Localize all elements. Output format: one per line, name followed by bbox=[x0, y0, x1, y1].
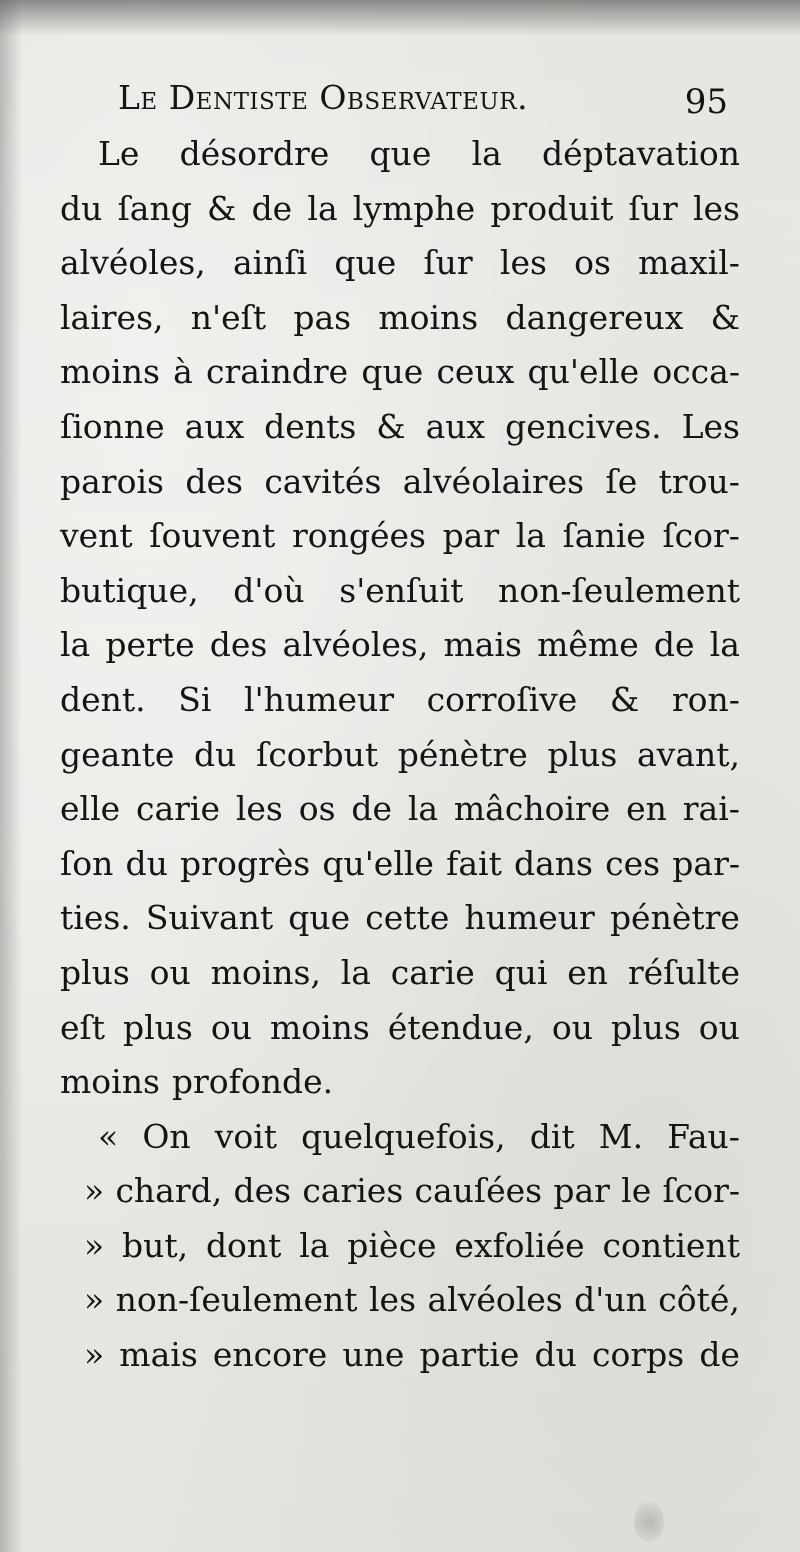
word: ron- bbox=[671, 679, 740, 719]
word: mais bbox=[443, 625, 522, 665]
word: du bbox=[125, 843, 168, 883]
word: elle bbox=[60, 789, 121, 829]
word: & bbox=[376, 406, 406, 446]
page-top-shadow bbox=[0, 0, 800, 36]
word: n'eſt bbox=[190, 297, 267, 337]
word: non-ſeulement bbox=[498, 570, 740, 610]
word: moins bbox=[269, 1007, 370, 1047]
word: dent. bbox=[60, 679, 146, 719]
running-head: Le Dentiste Observateur. bbox=[118, 78, 529, 117]
text-line bbox=[60, 298, 740, 353]
text-line bbox=[60, 1226, 740, 1281]
word: de bbox=[251, 188, 293, 228]
word: dit bbox=[529, 1116, 575, 1156]
word: quelquefois, bbox=[301, 1116, 506, 1156]
word: Si bbox=[178, 679, 212, 719]
word: occa- bbox=[652, 352, 740, 392]
word: ou bbox=[551, 1007, 593, 1047]
word: de bbox=[351, 789, 392, 829]
word: contient bbox=[602, 1225, 740, 1265]
word: humeur bbox=[464, 898, 595, 938]
word: par bbox=[553, 1171, 610, 1211]
word: dans bbox=[514, 843, 593, 883]
word: en bbox=[567, 952, 609, 992]
word: les bbox=[235, 789, 283, 829]
word: » bbox=[84, 1335, 105, 1375]
word: carie bbox=[136, 789, 221, 829]
word: corroſive bbox=[426, 679, 578, 719]
word: fait bbox=[446, 843, 502, 883]
word: ſon bbox=[60, 843, 114, 883]
text-line bbox=[60, 1335, 740, 1390]
word: laires, bbox=[60, 297, 164, 337]
text-line bbox=[60, 189, 740, 244]
word: encore bbox=[212, 1335, 328, 1375]
text-line bbox=[60, 243, 740, 298]
word: pénètre bbox=[397, 734, 528, 774]
word: chard, bbox=[115, 1171, 223, 1211]
word: la bbox=[340, 952, 371, 992]
text-line bbox=[60, 352, 740, 407]
word: Le bbox=[98, 134, 140, 173]
page-header bbox=[118, 78, 728, 130]
word: la bbox=[60, 625, 91, 665]
word: rongées bbox=[291, 516, 426, 556]
word: vent bbox=[60, 516, 133, 556]
word: » bbox=[84, 1171, 105, 1211]
text-line bbox=[60, 898, 740, 953]
word: On bbox=[142, 1116, 191, 1156]
word: étendue, bbox=[387, 1007, 534, 1047]
word: ou bbox=[210, 1007, 252, 1047]
word: Les bbox=[681, 406, 740, 446]
text-line bbox=[60, 1171, 740, 1226]
word: ſcorbut bbox=[256, 734, 379, 774]
word: qu'elle bbox=[322, 843, 434, 883]
text-line bbox=[60, 735, 740, 790]
word: dont bbox=[205, 1225, 282, 1265]
word: que bbox=[334, 243, 397, 283]
word: exfoliée bbox=[454, 1225, 585, 1265]
word: de bbox=[699, 1335, 740, 1375]
word: ſang bbox=[117, 188, 192, 228]
word: la bbox=[407, 789, 439, 829]
word: des bbox=[185, 461, 243, 501]
word: du bbox=[60, 188, 103, 228]
word: moins bbox=[378, 297, 479, 337]
word: une bbox=[342, 1335, 405, 1375]
word: produit bbox=[490, 188, 614, 228]
word: plus bbox=[60, 952, 130, 992]
word: pas bbox=[293, 297, 352, 337]
text-line bbox=[60, 407, 740, 462]
word: moins, bbox=[210, 952, 321, 992]
word: cette bbox=[365, 898, 450, 938]
word: la bbox=[515, 516, 546, 556]
word: Suivant bbox=[145, 898, 274, 938]
word: ou bbox=[698, 1007, 740, 1047]
word: perte bbox=[105, 625, 195, 665]
word: pénètre bbox=[609, 898, 740, 938]
page-number: 95 bbox=[684, 82, 728, 122]
word: côté, bbox=[658, 1280, 740, 1320]
text-line bbox=[60, 680, 740, 735]
word: alvéolaires bbox=[402, 461, 585, 501]
word: avant, bbox=[637, 734, 740, 774]
word: M. bbox=[598, 1116, 644, 1156]
word: progrès bbox=[180, 843, 311, 883]
word: partie bbox=[419, 1335, 520, 1375]
word: cavités bbox=[264, 461, 382, 501]
word: carie bbox=[390, 952, 475, 992]
word: par bbox=[442, 516, 500, 556]
word: les bbox=[692, 188, 740, 228]
word: voit bbox=[214, 1116, 278, 1156]
word: » bbox=[84, 1225, 105, 1265]
word: ſanie bbox=[562, 516, 646, 556]
word: ſionne bbox=[60, 406, 165, 446]
word: la bbox=[307, 188, 338, 228]
word: eſt bbox=[60, 1007, 106, 1047]
text-line bbox=[60, 953, 740, 1008]
word: ſcor- bbox=[662, 1171, 740, 1211]
word: & bbox=[710, 297, 740, 337]
word: plus bbox=[547, 734, 618, 774]
word: l'humeur bbox=[244, 679, 395, 719]
word: alvéoles, bbox=[60, 243, 206, 283]
word: but, bbox=[122, 1225, 189, 1265]
word: ſouvent bbox=[149, 516, 276, 556]
word: moins bbox=[60, 352, 160, 392]
word: plus bbox=[123, 1007, 193, 1047]
word: craindre bbox=[205, 352, 349, 392]
text-line bbox=[60, 1008, 740, 1063]
word: butique, bbox=[60, 570, 199, 610]
word: trou- bbox=[658, 461, 740, 501]
word: qu'elle bbox=[527, 352, 640, 392]
word: pièce bbox=[347, 1225, 437, 1265]
word: « bbox=[98, 1116, 119, 1156]
word: les bbox=[499, 243, 547, 283]
text-line bbox=[60, 1117, 740, 1172]
word: os bbox=[574, 243, 611, 283]
text-line bbox=[60, 134, 740, 189]
word: aux bbox=[184, 406, 245, 446]
text-line bbox=[60, 571, 740, 626]
word: les bbox=[369, 1280, 417, 1320]
word: cauſées bbox=[414, 1171, 543, 1211]
word: ainſi bbox=[232, 243, 308, 283]
word: non-ſeulement bbox=[115, 1280, 358, 1320]
word: déptavation bbox=[542, 134, 740, 173]
word: ſcor- bbox=[662, 516, 740, 556]
word: lymphe bbox=[352, 188, 476, 228]
word: os bbox=[298, 789, 336, 829]
word: aux bbox=[425, 406, 486, 446]
word: geante bbox=[60, 734, 175, 774]
text-body bbox=[60, 134, 740, 1394]
word: rai- bbox=[682, 789, 740, 829]
word: ſur bbox=[628, 188, 678, 228]
word: corps bbox=[592, 1335, 685, 1375]
text-line bbox=[60, 789, 740, 844]
word: d'où bbox=[233, 570, 305, 610]
word: mâchoire bbox=[453, 789, 611, 829]
word: désordre bbox=[179, 134, 330, 173]
word: dents bbox=[264, 406, 357, 446]
word: que bbox=[361, 352, 424, 392]
text-line bbox=[60, 844, 740, 899]
text-line bbox=[60, 625, 740, 680]
paper-stain bbox=[634, 1502, 664, 1542]
word: » bbox=[84, 1280, 105, 1320]
text-line bbox=[60, 1280, 740, 1335]
word: réſulte bbox=[627, 952, 740, 992]
word: de bbox=[653, 625, 695, 665]
word: ſur bbox=[423, 243, 473, 283]
word: ſe bbox=[605, 461, 638, 501]
word: le bbox=[621, 1171, 652, 1211]
word: du bbox=[194, 734, 237, 774]
word: & bbox=[207, 188, 237, 228]
word: la bbox=[299, 1225, 330, 1265]
word: qui bbox=[494, 952, 548, 992]
word: des bbox=[233, 1171, 292, 1211]
page-gutter-shadow bbox=[0, 0, 22, 1552]
word: des bbox=[209, 625, 268, 665]
word: ces bbox=[605, 843, 661, 883]
word: gencives. bbox=[505, 406, 662, 446]
word: même bbox=[537, 625, 639, 665]
word: maxil- bbox=[638, 243, 740, 283]
word: alvéoles, bbox=[282, 625, 429, 665]
word: par- bbox=[672, 843, 740, 883]
word: profonde. bbox=[171, 1062, 334, 1102]
word: ceux bbox=[436, 352, 515, 392]
word: que bbox=[288, 898, 351, 938]
word: du bbox=[534, 1335, 577, 1375]
word: s'enſuit bbox=[339, 570, 464, 610]
text-line bbox=[60, 1062, 740, 1117]
word: que bbox=[369, 134, 432, 173]
word: ties. bbox=[60, 898, 131, 938]
word: à bbox=[173, 352, 193, 392]
word: & bbox=[609, 679, 640, 719]
word: la bbox=[471, 134, 502, 173]
word: alvéoles bbox=[427, 1280, 563, 1320]
word: moins bbox=[60, 1062, 160, 1102]
word: caries bbox=[302, 1171, 404, 1211]
word: la bbox=[709, 625, 740, 665]
word: parois bbox=[60, 461, 164, 501]
text-line bbox=[60, 516, 740, 571]
word: plus bbox=[610, 1007, 681, 1047]
word: d'un bbox=[574, 1280, 647, 1320]
word: mais bbox=[119, 1335, 198, 1375]
word: ou bbox=[149, 952, 191, 992]
text-line bbox=[60, 462, 740, 517]
word: Fau- bbox=[667, 1116, 740, 1156]
word: dangereux bbox=[505, 297, 684, 337]
word: en bbox=[626, 789, 667, 829]
